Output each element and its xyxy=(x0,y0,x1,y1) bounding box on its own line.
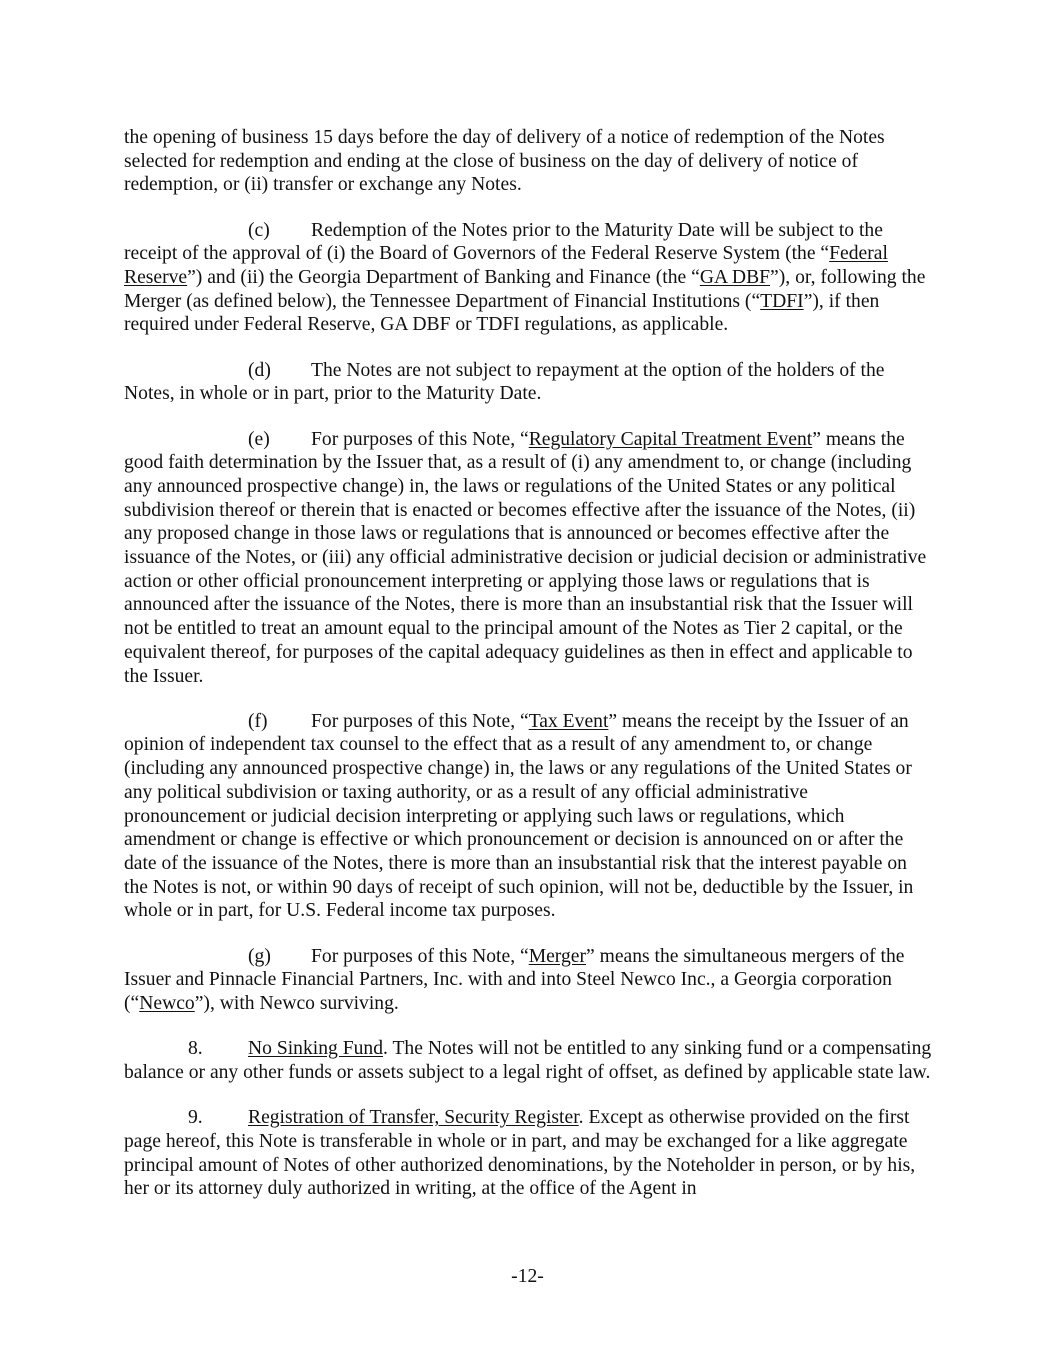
paragraph-text: Redemption of the Notes prior to the Maturity Date will be subject to the receipt of the approval of (i) the Board of Governors of the Federal Reserve System (the “ xyxy=(124,219,883,265)
defined-term-tdfi: TDFI xyxy=(760,290,804,312)
defined-term-federal-reserve: Federal Reserve xyxy=(124,243,888,289)
paragraph-text: For purposes of this Note, “ xyxy=(311,945,529,967)
section-heading: Registration of Transfer, Security Register xyxy=(248,1107,579,1129)
paragraph-text: ”) and (ii) the Georgia Department of Banking and Finance (the “ xyxy=(187,267,700,289)
subsection-label: (f) xyxy=(248,710,268,732)
paragraph-text: ”), if then required under Federal Reserve, GA DBF or TDFI regulations, as applicable. xyxy=(124,290,880,336)
paragraph-7e xyxy=(124,428,934,689)
paragraph-text: ” means the receipt by the Issuer of an opinion of independent tax counsel to the effect that as a result of any amendment to, or change (including any announced prospective change) in, the laws or any regulations of the United States or any political subdivision or taxing authority, or as a result of any official administrative pronouncement or judicial decision interpreting or applying such laws or regulations, which amendment or change is effective or which pronouncement or decision is announced on or after the date of the issuance of the Notes, there is more than an insubstantial risk that the interest payable on the Notes is not, or within 90 days of receipt of such opinion, will not be, deductible by the Issuer, in whole or in part, for U.S. Federal income tax purposes. xyxy=(124,710,914,922)
section-number: 9. xyxy=(188,1107,203,1129)
paragraph-text: ” means the simultaneous mergers of the Issuer and Pinnacle Financial Partners, Inc. with and into Steel Newco Inc., a Georgia corporation (“ xyxy=(124,945,905,1014)
paragraph-text: ”), with Newco surviving. xyxy=(194,993,399,1014)
paragraph-text: the opening of business 15 days before the day of delivery of a notice of redemption of the Notes selected for redemption and ending at the close of business on the day of delivery of notice of redemption, or (ii) transfer or exchange any Notes. xyxy=(124,127,885,196)
subsection-label: (e) xyxy=(248,428,270,450)
paragraph-text: ” means the good faith determination by the Issuer that, as a result of (i) any amendment to, or change (including any announced prospective change) in, the laws or regulations of the United States or any political subdivision thereof or therein that is enacted or becomes effective after the issuance of the Notes, (ii) any proposed change in those laws or regulations that is announced or becomes effective after the issuance of the Notes, or (iii) any official administrative decision or judicial decision or administrative action or other official pronouncement interpreting or applying those laws or regulations that is announced after the issuance of the Notes, there is more than an insubstantial risk that the Issuer will not be entitled to treat an amount equal to the principal amount of the Notes as Tier 2 capital, or the equivalent thereof, for purposes of the capital adequacy guidelines as then in effect and applicable to the Issuer. xyxy=(124,428,927,687)
paragraph-text: . Except as otherwise provided on the first page hereof, this Note is transferable in whole or in part, and may be exchanged for a like aggregate principal amount of Notes of other authorized denominations, by the Noteholder in person, or by his, her or its attorney duly authorized in writing, at the office of the Agent in xyxy=(124,1107,916,1200)
document-page xyxy=(124,126,934,1222)
defined-term-tax-event: Tax Event xyxy=(528,710,609,732)
section-heading: No Sinking Fund xyxy=(248,1038,384,1060)
defined-term-merger: Merger xyxy=(528,945,586,967)
subsection-label: (c) xyxy=(248,219,270,241)
section-9-registration-of-transfer xyxy=(124,1106,934,1201)
subsection-label: (d) xyxy=(248,359,271,381)
subsection-label: (g) xyxy=(248,945,271,967)
paragraph-text: The Notes are not subject to repayment at the option of the holders of the Notes, in whole or in part, prior to the Maturity Date. xyxy=(124,359,885,405)
paragraph-text: For purposes of this Note, “ xyxy=(311,428,529,450)
section-number: 8. xyxy=(188,1038,203,1060)
page-number: -12- xyxy=(511,1266,544,1287)
paragraph-7d xyxy=(124,359,934,406)
paragraph-text: . The Notes will not be entitled to any sinking fund or a compensating balance or any other funds or assets subject to a legal right of offset, as defined by applicable state law. xyxy=(124,1038,932,1083)
defined-term-newco: Newco xyxy=(139,993,195,1014)
paragraph-7f xyxy=(124,710,934,923)
paragraph-text: For purposes of this Note, “ xyxy=(311,710,529,732)
paragraph-7g xyxy=(124,945,934,1016)
paragraph-continuation xyxy=(124,126,934,197)
defined-term-ga-dbf: GA DBF xyxy=(699,267,771,289)
paragraph-7c xyxy=(124,219,934,338)
section-8-no-sinking-fund xyxy=(124,1037,934,1084)
paragraph-text: ”), or, following the Merger (as defined below), the Tennessee Department of Financial Institutions (“ xyxy=(124,267,926,312)
defined-term-regulatory-capital-treatment-event: Regulatory Capital Treatment Event xyxy=(528,428,813,450)
